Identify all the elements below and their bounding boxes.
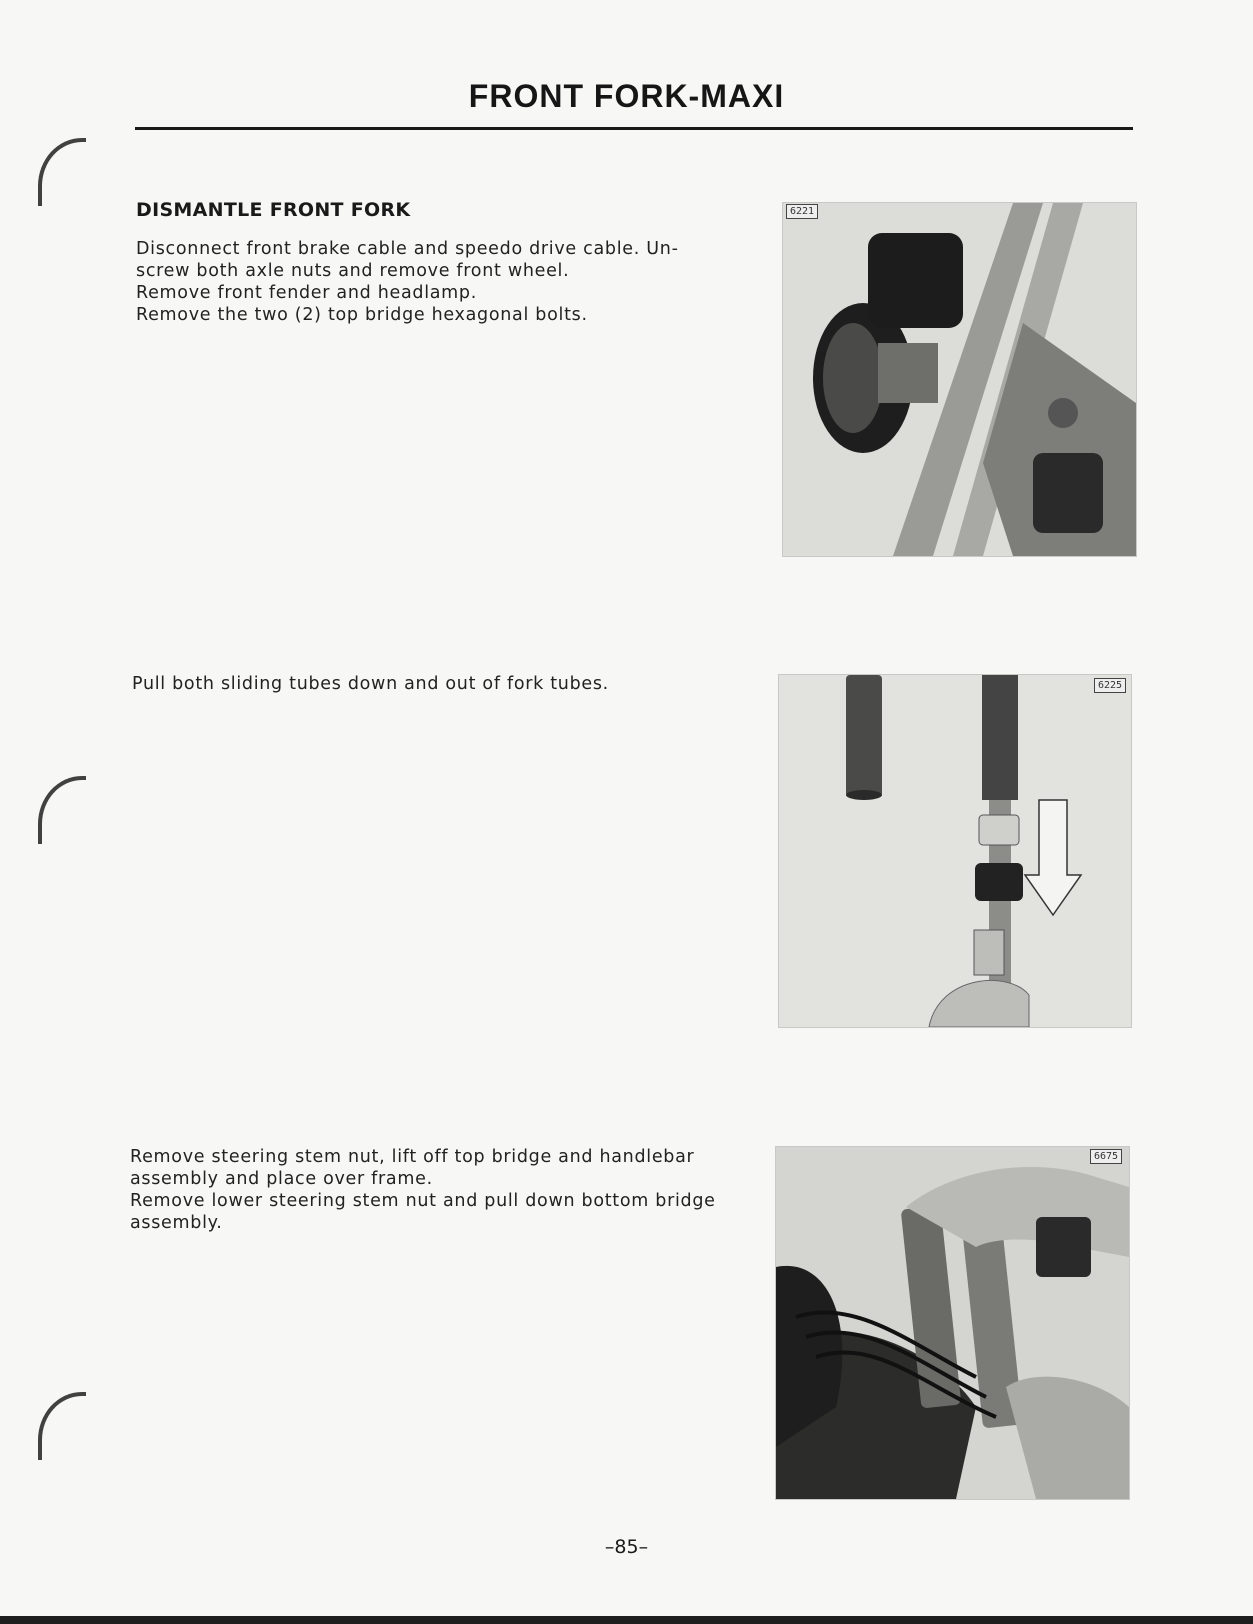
step-2-text (132, 673, 609, 695)
steering-stem-photo (775, 1146, 1130, 1500)
step-1-line: Remove the two (2) top bridge hexagonal bolts. (136, 305, 588, 325)
scan-bottom-edge (0, 1616, 1253, 1624)
step-3-line: Remove lower steering stem nut and pull down bottom bridge (130, 1191, 716, 1211)
photo-ref-label: 6675 (1090, 1149, 1122, 1164)
binder-hole-bottom (38, 1392, 86, 1460)
photo-ref-label: 6221 (786, 204, 818, 219)
photo-ref-label: 6225 (1094, 678, 1126, 693)
page-number: –85– (604, 1536, 649, 1558)
step-1-text (136, 238, 679, 326)
page-title: FRONT FORK-MAXI (468, 78, 785, 114)
step-1-line: Disconnect front brake cable and speedo drive cable. Un- (136, 239, 679, 259)
sliding-tube-photo (778, 674, 1132, 1028)
steering-stem-illustration (776, 1147, 1129, 1499)
step-3-line: assembly and place over frame. (130, 1169, 433, 1189)
step-3-text (130, 1146, 716, 1234)
step-1-line: Remove front fender and headlamp. (136, 283, 478, 303)
binder-hole-middle (38, 776, 86, 844)
binder-hole-top (38, 138, 86, 206)
sliding-tube-illustration (779, 675, 1131, 1027)
headlamp-fork-photo (782, 202, 1137, 557)
title-rule (135, 127, 1133, 130)
step-2-line: Pull both sliding tubes down and out of fork tubes. (132, 674, 609, 694)
step-3-line: assembly. (130, 1213, 223, 1233)
step-3-line: Remove steering stem nut, lift off top bridge and handlebar (130, 1147, 695, 1167)
section-heading: DISMANTLE FRONT FORK (136, 199, 411, 221)
headlamp-fork-illustration (783, 203, 1136, 556)
step-1-line: screw both axle nuts and remove front wheel. (136, 261, 570, 281)
